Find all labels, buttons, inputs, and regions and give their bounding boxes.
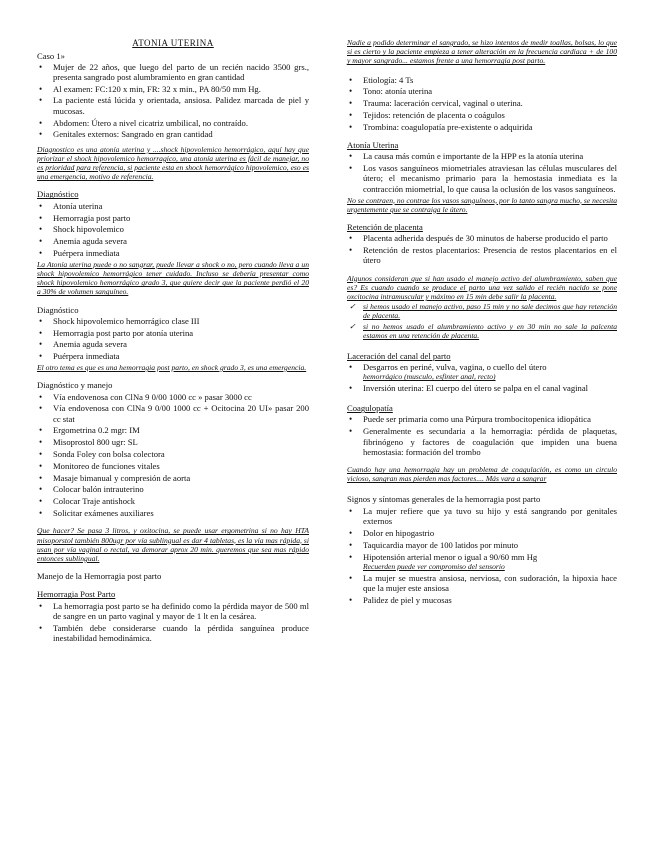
list-item: • Inversión uterina: El cuerpo del útero se palpa en el canal vaginal [363, 383, 617, 393]
check-item: ✓ si hemos usado el manejo activo, paso 15 min y no sale decimos que hay retención de placenta. [363, 302, 617, 320]
item-note: hemorrágico (musculo, esfinter anal, recto) [363, 372, 496, 382]
signos-list [347, 506, 617, 605]
mgmt-note: Que hacer? Se pasa 3 litros, y oxitocina, se puede usar ergometrina si no hay HTA misoporstol también 800ugr por vía sublingual es dar 4 tabletas, es la vía mas rápida, si usan por vía vaginal o rectal, va demorar aprox 20 min. queremos que sea mas rápido entonces sublingual. [37, 526, 309, 563]
dx2-note: El otro tema es que es una hemorragia post parto, en shock grado 3, es una emergencia. [37, 363, 307, 373]
list-item: • Vía endovenosa con ClNa 9 0/00 1000 cc » pasar 3000 cc [53, 392, 309, 402]
right-column [347, 38, 617, 606]
dx1-list [37, 201, 309, 258]
doc-title: ATONIA UTERINA [132, 38, 214, 48]
list-item: • También debe considerarse cuando la pérdida sanguínea produce inestabilidad hemodinámica. [53, 623, 309, 644]
list-item: • Etiología: 4 Ts [363, 75, 617, 85]
item-note: Recuerden puede ver compromiso del sensorio [363, 561, 505, 571]
dx1-note: La Atonía uterina puede o no sangrar, puede llevar a shock o no, pero cuando lleva a un shock hipovolemico hemorrágico tener cuidado. Incluso se debería presentar como shock hipovolemico hemorrágico grado 3, que quiere decir que la paciente perdió el 20 a 30% de volumen sanguíneo. [37, 259, 309, 297]
list-item: • Colocar Traje antishock [53, 496, 309, 506]
etiology-list [347, 75, 617, 132]
left-column [37, 38, 309, 645]
list-item: • Vía endovenosa con ClNa 9 0/00 1000 cc + Ocitocina 20 UI» pasar 200 cc stat [53, 403, 309, 424]
section-heading: Diagnóstico y manejo [37, 380, 113, 391]
atonia-note: No se contraen, no contrae los vasos sanguíneos, por lo tanto sangra mucho, se necesita urgentemente que se contraiga le útero. [347, 195, 617, 214]
list-item: • Tono: atonía uterina [363, 86, 617, 96]
list-item: • Puérpera inmediata [53, 351, 309, 361]
section-heading: Atonía Uterina [347, 140, 399, 151]
list-item: • Dolor en hipogastrio [363, 528, 617, 538]
list-item: • Puérpera inmediata [53, 248, 309, 258]
list-item: • La mujer refiere que ya tuvo su hijo y está sangrando por genitales externos [363, 506, 617, 527]
intro-note: Nadie a podido determinar el sangrado, se hizo intentos de medir toallas, bolsas, lo que si es cierto y la paciente empieza a tener alteración en la frecuencia cardiaca + de 100 y mayor sangrado... estamos frente a una hemorragia post parto. [347, 38, 617, 66]
list-item: • Taquicardia mayor de 100 latidos por minuto [363, 540, 617, 550]
list-item: • Sonda Foley con bolsa colectora [53, 449, 309, 459]
list-item: • Mujer de 22 años, que luego del parto de un recién nacido 3500 grs., presenta sangrado post alumbramiento en gran cantidad [53, 62, 309, 83]
list-item: • Los vasos sanguíneos miometriales atraviesan las células musculares del útero; el mecanismo primario para la hemostasia inmediata es la contracción miometrial, lo que causa la oclusión de los vasos sanguíneos. [363, 163, 617, 194]
list-item: • Solicitar exámenes auxiliares [53, 508, 309, 518]
list-item: • Ergometrina 0.2 mgr: IM [53, 425, 309, 435]
list-item: • Anemia aguda severa [53, 339, 309, 349]
section-heading: Diagnóstico [37, 189, 79, 200]
dx2-list [37, 316, 309, 362]
case-list [37, 62, 309, 140]
retencion-list [347, 233, 617, 265]
list-item: • Genitales externos: Sangrado en gran cantidad [53, 129, 309, 139]
list-item: • Retención de restos placentarios: Presencia de restos placentarios en el útero [363, 245, 617, 266]
list-item: • Trombina: coagulopatía pre-existente o adquirida [363, 122, 617, 132]
list-item: • Anemia aguda severa [53, 236, 309, 246]
retencion-checks [347, 302, 617, 340]
check-item: ✓ si no hemos usado el alumbramiento activo y en 30 min no sale la palcenta estamos en una retención de placenta. [363, 322, 617, 340]
atonia-list [347, 151, 617, 194]
list-item: • Hemorragia post parto [53, 213, 309, 223]
manejo-heading: Manejo de la Hemorragia post parto [37, 571, 162, 582]
list-item: • La paciente está lúcida y orientada, ansiosa. Palidez marcada de piel y mucosas. [53, 95, 309, 116]
list-item: • Trauma: laceración cervical, vaginal o uterina. [363, 98, 617, 108]
laceracion-list [347, 362, 617, 393]
list-item: • La causa más común e importante de la HPP es la atonía uterina [363, 151, 617, 161]
section-heading: Hemorragia Post Parto [37, 589, 116, 600]
list-item: • Atonía uterina [53, 201, 309, 211]
item-text: Desgarros en periné, vulva, vagina, o cuello del útero [363, 361, 547, 372]
list-item: • Placenta adherida después de 30 minutos de haberse producido el parto [363, 233, 617, 243]
section-heading: Laceración del canal del parto [347, 350, 451, 361]
list-item: • La mujer se muestra ansiosa, nerviosa, con sudoración, la hipoxia hace que la mujer este ansiosa [363, 573, 617, 594]
list-item [363, 362, 617, 382]
mgmt-list [37, 392, 309, 519]
list-item: • Palidez de piel y mucosas [363, 595, 617, 605]
list-item: • Misoprostol 800 ugr: SL [53, 437, 309, 447]
list-item: • Al examen: FC:120 x min, FR: 32 x min., PA 80/50 mm Hg. [53, 84, 309, 94]
list-item: • Puede ser primaria como una Púrpura trombocitopenica idiopática [363, 414, 617, 424]
list-item: • Hemorragia post parto por atonía uterina [53, 328, 309, 338]
coag-note: Cuando hay una hemorragia hay un problema de coagulación, es como un circulo vicioso, sangran mas pierden mas factores.... Más vara a sangrar [347, 465, 617, 484]
list-item: • Monitoreo de funciones vitales [53, 461, 309, 471]
list-item: • Tejidos: retención de placenta o coágulos [363, 110, 617, 120]
section-heading: Coagulopatía [347, 403, 393, 414]
list-item [363, 552, 617, 572]
case-note: Diagnostico es una atonía uterina y ....shock hipovolemico hemorrágico, aquí hay que priorizar el shock hipovolemico hemorragico, una atonía uterina es fácil de manejar, no es prioridad para referencia, si paciente esta en shock hemorrágico hipovolemico, eso es una emergencia, motivo de referencia. [37, 144, 309, 182]
item-text: Hipotensión arterial menor o igual a 90/60 mm Hg [363, 551, 538, 562]
section-heading: Diagnóstico [37, 304, 79, 315]
section-heading: Signos y síntomas generales de la hemorragia post parto [347, 493, 541, 504]
list-item: • Masaje bimanual y compresión de aorta [53, 473, 309, 483]
list-item: • Shock hipovolemico [53, 224, 309, 234]
list-item: • Generalmente es secundaria a la hemorragia: pérdida de plaquetas, fibrinógeno y factores de coagulación que impiden una buena hemostasia: formación del trombo [363, 426, 617, 457]
list-item: • Colocar balón intrauterino [53, 484, 309, 494]
coag-list [347, 414, 617, 457]
retencion-note: Algunos consideran que si han usado el manejo activo del alumbramiento, saben que es? Es cuando cuando se produce el parto una vez salido el recién nacido se pone oxcitocina intramuscular y máximo en 15 min debe salir la placenta. [347, 273, 617, 302]
list-item: • La hemorragia post parto se ha definido como la pérdida mayor de 500 ml de sangre en un parto vaginal y mayor de 1 lt en la cesárea. [53, 601, 309, 622]
list-item: • Shock hipovolemico hemorrágico clase III [53, 316, 309, 326]
hpp-list [37, 601, 309, 644]
section-heading: Retención de placenta [347, 221, 423, 232]
list-item: • Abdomen: Útero a nivel cicatriz umbilical, no contraído. [53, 118, 309, 128]
case-label: Caso 1» [37, 51, 65, 62]
